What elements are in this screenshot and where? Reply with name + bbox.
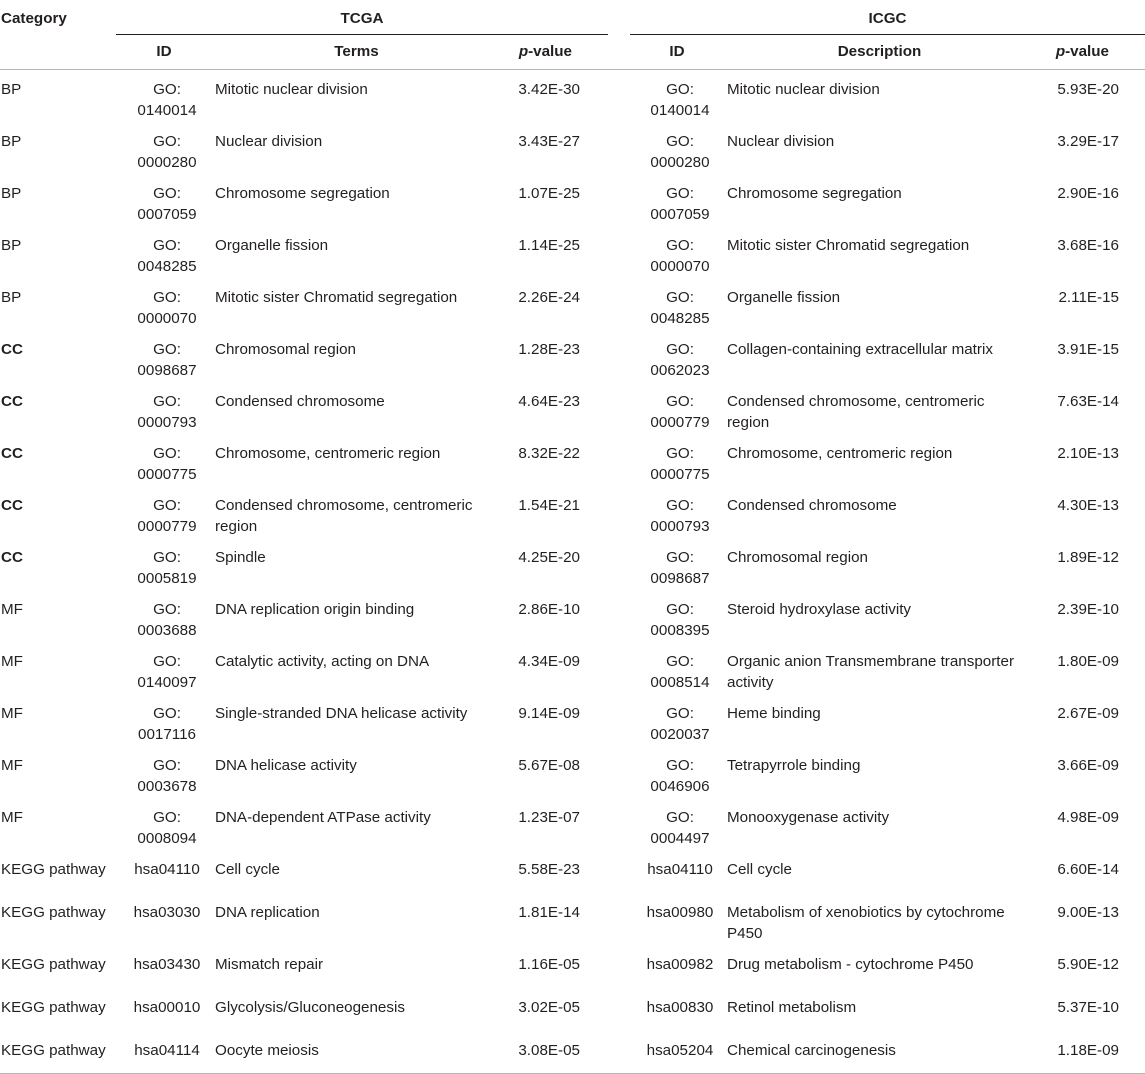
tcga-term-cell: DNA-dependent ATPase activity bbox=[215, 808, 431, 826]
tcga-header: TCGA bbox=[116, 0, 608, 34]
icgc-id-cell: hsa05204 bbox=[630, 1031, 724, 1074]
tcga-pvalue-cell: 1.07E-25 bbox=[518, 184, 580, 202]
column-header-row bbox=[0, 34, 1145, 69]
icgc-description-cell: Collagen-containing extracellular matrix bbox=[727, 340, 993, 358]
tcga-term-cell: Mitotic sister Chromatid segregation bbox=[215, 288, 458, 306]
group-header-row bbox=[0, 0, 1145, 34]
tcga-pvalue-cell: 5.58E-23 bbox=[518, 860, 580, 878]
tcga-pvalue-cell: 9.14E-09 bbox=[518, 704, 580, 722]
icgc-pvalue-cell: 2.90E-16 bbox=[1057, 184, 1119, 202]
icgc-description-cell: Nuclear division bbox=[727, 132, 835, 150]
icgc-pvalue-cell: 3.66E-09 bbox=[1057, 756, 1119, 774]
tcga-pvalue-cell: 1.54E-21 bbox=[518, 496, 580, 514]
icgc-description-cell: Organelle fission bbox=[727, 288, 841, 306]
category-cell: KEGG pathway bbox=[1, 860, 106, 878]
icgc-description-cell: Chromosome, centromeric region bbox=[727, 444, 953, 462]
category-header: Category bbox=[1, 10, 67, 27]
icgc-id-cell: GO: 0000775 bbox=[650, 444, 710, 483]
icgc-pvalue-cell: 5.93E-20 bbox=[1057, 80, 1119, 98]
icgc-description-cell: Condensed chromosome, centromeric region bbox=[727, 392, 985, 431]
icgc-description-cell: Chemical carcinogenesis bbox=[724, 1031, 1035, 1074]
icgc-pvalue-cell: 3.29E-17 bbox=[1057, 132, 1119, 150]
category-cell: BP bbox=[1, 236, 22, 254]
table-row bbox=[0, 434, 1145, 486]
tcga-term-cell: Oocyte meiosis bbox=[212, 1031, 501, 1074]
tcga-id-cell: GO: 0048285 bbox=[137, 236, 197, 275]
table-row bbox=[0, 642, 1145, 694]
icgc-pvalue-cell: 1.80E-09 bbox=[1057, 652, 1119, 670]
icgc-pvalue-cell: 2.10E-13 bbox=[1057, 444, 1119, 462]
tcga-id-cell: hsa04114 bbox=[116, 1031, 212, 1074]
tcga-pvalue-cell: 3.02E-05 bbox=[518, 998, 580, 1016]
tcga-term-cell: DNA replication bbox=[215, 903, 320, 921]
icgc-id-header: ID bbox=[630, 34, 724, 69]
tcga-id-cell: hsa04110 bbox=[134, 860, 200, 878]
icgc-description-cell: Steroid hydroxylase activity bbox=[727, 600, 912, 618]
icgc-pvalue-cell: 3.91E-15 bbox=[1057, 340, 1119, 358]
category-cell: MF bbox=[1, 704, 23, 722]
category-cell: KEGG pathway bbox=[1, 955, 106, 973]
category-cell: MF bbox=[1, 600, 23, 618]
tcga-id-cell: GO: 0000779 bbox=[137, 496, 197, 535]
tcga-id-cell: hsa00010 bbox=[133, 998, 201, 1016]
table-row bbox=[0, 69, 1145, 122]
tcga-pvalue-cell: 4.25E-20 bbox=[518, 548, 580, 566]
tcga-id-cell: GO: 0003688 bbox=[137, 600, 197, 639]
category-cell: BP bbox=[1, 132, 22, 150]
tcga-id-cell: hsa03030 bbox=[133, 903, 201, 921]
icgc-id-cell: GO: 0007059 bbox=[650, 184, 710, 223]
tcga-id-cell: GO: 0000775 bbox=[137, 444, 197, 483]
icgc-pvalue-cell: 7.63E-14 bbox=[1057, 392, 1119, 410]
tcga-pvalue-cell: 5.67E-08 bbox=[518, 756, 580, 774]
tcga-id-cell: GO: 0007059 bbox=[137, 184, 197, 223]
tcga-term-cell: Organelle fission bbox=[215, 236, 329, 254]
tcga-term-cell: Glycolysis/Gluconeogenesis bbox=[215, 998, 405, 1016]
tcga-term-cell: Condensed chromosome bbox=[215, 392, 385, 410]
table-row bbox=[0, 694, 1145, 746]
tcga-id-cell: GO: 0003678 bbox=[137, 756, 197, 795]
tcga-pvalue-cell: 3.43E-27 bbox=[518, 132, 580, 150]
tcga-term-cell: Chromosome, centromeric region bbox=[215, 444, 441, 462]
icgc-description-cell: Retinol metabolism bbox=[727, 998, 857, 1016]
icgc-description-cell: Condensed chromosome bbox=[727, 496, 897, 514]
icgc-id-cell: GO: 0008514 bbox=[650, 652, 710, 691]
icgc-id-cell: GO: 0062023 bbox=[650, 340, 710, 379]
icgc-description-cell: Chromosomal region bbox=[727, 548, 868, 566]
tcga-term-cell: Cell cycle bbox=[215, 860, 280, 878]
icgc-description-header: Description bbox=[724, 34, 1035, 69]
category-cell: KEGG pathway bbox=[1, 903, 106, 921]
tcga-id-header: ID bbox=[116, 34, 212, 69]
icgc-description-cell: Tetrapyrrole binding bbox=[727, 756, 861, 774]
tcga-pvalue-header: p-value bbox=[501, 34, 608, 69]
table-row bbox=[0, 798, 1145, 850]
tcga-id-cell: GO: 0000793 bbox=[137, 392, 197, 431]
icgc-description-cell: Cell cycle bbox=[727, 860, 792, 878]
icgc-id-cell: GO: 0004497 bbox=[650, 808, 710, 847]
tcga-pvalue-cell: 2.26E-24 bbox=[518, 288, 580, 306]
table-row bbox=[0, 590, 1145, 642]
icgc-pvalue-cell: 4.98E-09 bbox=[1057, 808, 1119, 826]
category-cell: BP bbox=[1, 288, 22, 306]
tcga-id-cell: GO: 0140014 bbox=[137, 80, 197, 119]
category-cell: CC bbox=[1, 548, 23, 566]
table-row bbox=[0, 486, 1145, 538]
icgc-id-cell: GO: 0000280 bbox=[650, 132, 710, 171]
table-row bbox=[0, 226, 1145, 278]
icgc-id-cell: GO: 0140014 bbox=[650, 80, 710, 119]
table-row bbox=[0, 382, 1145, 434]
table-row bbox=[0, 122, 1145, 174]
tcga-term-cell: Mitotic nuclear division bbox=[215, 80, 368, 98]
icgc-description-cell: Chromosome segregation bbox=[727, 184, 902, 202]
table-row bbox=[0, 945, 1145, 988]
tcga-pvalue-cell: 1.16E-05 bbox=[518, 955, 580, 973]
category-cell: CC bbox=[1, 496, 23, 514]
table-row bbox=[0, 174, 1145, 226]
icgc-id-cell: GO: 0000779 bbox=[650, 392, 710, 431]
tcga-pvalue-cell: 2.86E-10 bbox=[518, 600, 580, 618]
table-row bbox=[0, 330, 1145, 382]
category-cell: MF bbox=[1, 756, 23, 774]
icgc-header: ICGC bbox=[630, 0, 1145, 34]
tcga-pvalue-cell: 8.32E-22 bbox=[518, 444, 580, 462]
tcga-pvalue-cell: 1.14E-25 bbox=[518, 236, 580, 254]
tcga-id-cell: GO: 0017116 bbox=[138, 704, 196, 743]
icgc-pvalue-cell: 6.60E-14 bbox=[1057, 860, 1119, 878]
category-cell: BP bbox=[1, 184, 22, 202]
tcga-id-cell: hsa03430 bbox=[133, 955, 201, 973]
icgc-description-cell: Metabolism of xenobiotics by cytochrome P450 bbox=[727, 903, 1005, 942]
tcga-terms-header: Terms bbox=[212, 34, 501, 69]
tcga-term-cell: Catalytic activity, acting on DNA bbox=[215, 652, 430, 670]
icgc-description-cell: Drug metabolism - cytochrome P450 bbox=[727, 955, 974, 973]
icgc-pvalue-cell: 2.39E-10 bbox=[1057, 600, 1119, 618]
icgc-id-cell: hsa04110 bbox=[647, 860, 713, 878]
table-row bbox=[0, 988, 1145, 1031]
icgc-description-cell: Mitotic sister Chromatid segregation bbox=[727, 236, 970, 254]
table-row bbox=[0, 746, 1145, 798]
icgc-id-cell: GO: 0048285 bbox=[650, 288, 710, 327]
table-row bbox=[0, 278, 1145, 330]
tcga-id-cell: GO: 0000280 bbox=[137, 132, 197, 171]
icgc-id-cell: hsa00982 bbox=[646, 955, 714, 973]
icgc-pvalue-cell: 5.37E-10 bbox=[1057, 998, 1119, 1016]
tcga-pvalue-cell: 3.08E-05 bbox=[501, 1031, 608, 1074]
category-cell: CC bbox=[1, 444, 23, 462]
tcga-id-cell: GO: 0000070 bbox=[137, 288, 197, 327]
category-cell: KEGG pathway bbox=[0, 1031, 116, 1074]
tcga-term-cell: Mismatch repair bbox=[215, 955, 324, 973]
icgc-id-cell: GO: 0046906 bbox=[650, 756, 710, 795]
tcga-id-cell: GO: 0098687 bbox=[137, 340, 197, 379]
tcga-term-cell: Single-stranded DNA helicase activity bbox=[215, 704, 468, 722]
category-cell: MF bbox=[1, 808, 23, 826]
tcga-term-cell: DNA replication origin binding bbox=[215, 600, 415, 618]
tcga-id-cell: GO: 0005819 bbox=[137, 548, 197, 587]
category-cell: CC bbox=[1, 392, 23, 410]
icgc-pvalue-cell: 9.00E-13 bbox=[1057, 903, 1119, 921]
tcga-term-cell: Chromosomal region bbox=[215, 340, 356, 358]
tcga-id-cell: GO: 0140097 bbox=[137, 652, 197, 691]
icgc-id-cell: GO: 0000070 bbox=[650, 236, 710, 275]
icgc-description-cell: Mitotic nuclear division bbox=[727, 80, 880, 98]
icgc-pvalue-cell: 2.67E-09 bbox=[1057, 704, 1119, 722]
icgc-description-cell: Organic anion Transmembrane transporter activity bbox=[727, 652, 1015, 691]
icgc-pvalue-cell: 3.68E-16 bbox=[1057, 236, 1119, 254]
tcga-id-cell: GO: 0008094 bbox=[137, 808, 197, 847]
table-row bbox=[0, 850, 1145, 893]
tcga-term-cell: Spindle bbox=[215, 548, 266, 566]
table-row bbox=[0, 538, 1145, 590]
icgc-id-cell: hsa00830 bbox=[646, 998, 714, 1016]
tcga-term-cell: Condensed chromosome, centromeric region bbox=[215, 496, 473, 535]
icgc-pvalue-cell: 2.11E-15 bbox=[1058, 288, 1119, 306]
tcga-pvalue-cell: 1.23E-07 bbox=[518, 808, 580, 826]
icgc-id-cell: GO: 0098687 bbox=[650, 548, 710, 587]
tcga-pvalue-cell: 1.81E-14 bbox=[518, 903, 580, 921]
tcga-pvalue-cell: 1.28E-23 bbox=[518, 340, 580, 358]
icgc-id-cell: GO: 0008395 bbox=[650, 600, 710, 639]
icgc-pvalue-cell: 1.89E-12 bbox=[1057, 548, 1119, 566]
tcga-term-cell: Chromosome segregation bbox=[215, 184, 390, 202]
table-row bbox=[0, 1031, 1145, 1074]
icgc-pvalue-cell: 5.90E-12 bbox=[1057, 955, 1119, 973]
icgc-pvalue-cell: 4.30E-13 bbox=[1057, 496, 1119, 514]
tcga-term-cell: DNA helicase activity bbox=[215, 756, 357, 774]
category-cell: KEGG pathway bbox=[1, 998, 106, 1016]
category-cell: BP bbox=[1, 80, 22, 98]
icgc-pvalue-header: p-value bbox=[1035, 34, 1145, 69]
icgc-description-cell: Monooxygenase activity bbox=[727, 808, 890, 826]
icgc-id-cell: GO: 0020037 bbox=[650, 704, 710, 743]
icgc-description-cell: Heme binding bbox=[727, 704, 821, 722]
tcga-pvalue-cell: 4.64E-23 bbox=[518, 392, 580, 410]
tcga-pvalue-cell: 3.42E-30 bbox=[518, 80, 580, 98]
icgc-pvalue-cell: 1.18E-09 bbox=[1035, 1031, 1145, 1074]
icgc-id-cell: hsa00980 bbox=[646, 903, 714, 921]
icgc-id-cell: GO: 0000793 bbox=[650, 496, 710, 535]
tcga-term-cell: Nuclear division bbox=[215, 132, 323, 150]
category-cell: MF bbox=[1, 652, 23, 670]
tcga-pvalue-cell: 4.34E-09 bbox=[518, 652, 580, 670]
table-row bbox=[0, 893, 1145, 945]
category-cell: CC bbox=[1, 340, 23, 358]
